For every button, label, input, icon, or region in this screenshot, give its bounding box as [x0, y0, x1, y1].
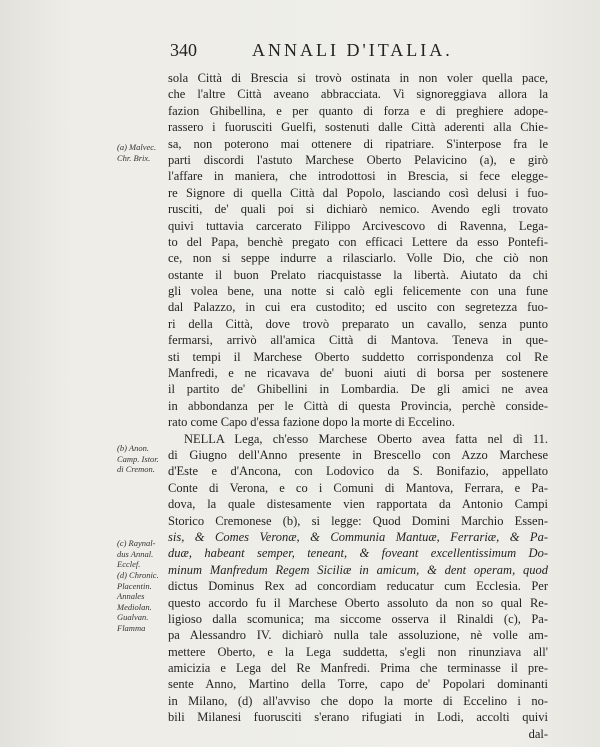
- text-line: rassero i fuorusciti Guelfi, sostenuti dalle Città aderenti alla Chie-: [168, 120, 548, 135]
- text-line: mettere Oberto, e la Lega suddetta, s'egli non rinunziava all': [168, 644, 548, 659]
- text-line: di Giugno dell'Anno presente in Brescello con Azzo Marchese: [168, 447, 548, 462]
- margin-note-line: (a) Malvec.: [117, 142, 157, 152]
- text-line: in Milano, (d) all'avviso che dopo la morte di Eccelino i no-: [168, 693, 548, 708]
- text-line: sa, non poterono mai ottenere di ripatriare. S'interpose fra le: [168, 136, 548, 151]
- margin-note-line: Placentin.: [117, 580, 152, 591]
- page-header: [0, 40, 600, 70]
- text-line: amicizia e Lega del Re Manfredi. Prima che terminasse il pre-: [168, 661, 548, 676]
- margin-note-line: Mediolan.: [117, 601, 152, 612]
- text-line: Conte di Verona, e co i Comuni di Mantova, Ferrara, e Pa-: [168, 480, 548, 495]
- text-line: l'affare in maniera, che introdottosi in Brescia, si fece elegge-: [168, 169, 548, 184]
- margin-note-line: Annales: [117, 591, 145, 601]
- catchword: dal-: [528, 726, 548, 741]
- margin-note-b: [117, 443, 173, 475]
- text-line: ri della Città, dove trovò preparato un cavallo, senza punto: [168, 316, 548, 331]
- text-line: dova, la quale distesamente vien rapportata da Antonio Campi: [168, 497, 548, 512]
- margin-note-line: Ecclef.: [117, 559, 141, 569]
- text-line: fermarsi, arrivò all'amica Città di Mantova. Teneva in que-: [168, 333, 548, 348]
- margin-note-a: [117, 142, 173, 163]
- text-line: ostante il buon Prelato riacquistasse la libertà. Aiutato da chi: [168, 267, 548, 282]
- text-line: sente Anno, Martino della Torre, capo de' Popolari dominanti: [168, 677, 548, 692]
- text-line: dictus Dominus Rex ad concordiam reducatur cum Ecclesia. Per: [168, 579, 548, 594]
- margin-note-d: [117, 570, 173, 633]
- text-line: to del Papa, benchè pregato con efficaci Lettere da esso Pontefi-: [168, 234, 548, 249]
- margin-note-line: (c) Raynal-: [117, 538, 156, 548]
- text-line: Storico Cremonese (b), si legge: Quod Domini Marchio Essen-: [168, 513, 548, 528]
- text-line: che l'altre Città aveano abbracciata. Vi signoreggiava allora la: [168, 87, 548, 102]
- text-line: questo accordo fu il Marchese Oberto assoluto da non so qual Re-: [168, 595, 548, 610]
- margin-note-line: Gualvan.: [117, 612, 149, 622]
- text-line: ligioso dalla scomunica; ma siccome osserva il Rinaldi (c), Pa-: [168, 611, 548, 626]
- text-line: pa Alessandro IV. dichiarò nulla tale assoluzione, nè volle am-: [168, 628, 548, 643]
- running-head: ANNALI D'ITALIA.: [252, 40, 453, 60]
- text-line: fazion Ghibellina, e per quanto di forza e di preghiere adope-: [168, 103, 548, 118]
- text-line: sola Città di Brescia si trovò ostinata in non voler quella pace,: [168, 71, 548, 85]
- latin-quote-line: minum Manfredum Regem Siciliæ in amicum, & dent operam, quod: [168, 562, 548, 577]
- margin-note-c: [117, 538, 173, 570]
- margin-note-line: di Cremon.: [117, 464, 155, 474]
- text-line: re Signore di quella Città dal Popolo, lasciando così delusi i fuo-: [168, 185, 548, 200]
- text-line: sti tempi il Marchese Oberto suddetto corrispondenza col Re: [168, 349, 548, 364]
- latin-quote-line: sis, & Comes Veronæ, & Communia Mantuæ, Ferrariæ, & Pa-: [168, 529, 548, 544]
- text-line: rusciti, de' quali poi si dichiarò nemico. Avendo egli trovato: [168, 202, 548, 217]
- text-line: rato come Capo d'essa fazione dopo la morte di Eccelino.: [168, 415, 455, 430]
- latin-quote-line: duæ, habeant semper, teneant, & foveant excellentissimum Do-: [168, 546, 548, 561]
- text-line: il partito de' Ghibellini in Lombardia. De gli amici ne avea: [168, 382, 548, 397]
- text-line: quivi tuttavia carcerato Filippo Arcivescovo di Ravenna, Lega-: [168, 218, 548, 233]
- margin-note-line: Camp. Istor.: [117, 453, 159, 464]
- margin-note-line: Flamma: [117, 622, 146, 633]
- text-line: bili Milanesi fuorusciti s'erano rifugiati in Lodi, accolti quivi: [168, 710, 548, 725]
- margin-note-line: dus Annal.: [117, 548, 154, 559]
- text-line: d'Este e d'Ancona, con Lodovico da S. Bonifazio, appellato: [168, 464, 548, 479]
- margin-note-line: Chr. Brix.: [117, 152, 151, 163]
- text-line: ce, non si seppe indurre a rilasciarlo. Volle Dio, che ciò non: [168, 251, 548, 266]
- text-line: gli volea bene, una notte si calò egli felicemente con una fune: [168, 284, 548, 299]
- page-number: 340: [170, 40, 197, 60]
- paragraph-start-line: NELLA Lega, ch'esso Marchese Oberto avea fatta nel dì 11.: [184, 431, 548, 446]
- margin-note-line: (b) Anon.: [117, 443, 149, 453]
- text-line: in abbondanza per le Città di questa Provincia, perchè conside-: [168, 398, 548, 413]
- body-text: [168, 70, 548, 742]
- text-line: Manfredi, e ne ricavava de' buoni aiuti di borsa per sostenere: [168, 366, 548, 381]
- margin-note-line: (d) Chronic.: [117, 570, 159, 580]
- text-line: parti discordi l'astuto Marchese Oberto Pelavicino (a), e girò: [168, 152, 548, 167]
- text-line: dal Palazzo, in cui era custodito; ed uscito con segretezza fuo-: [168, 300, 548, 315]
